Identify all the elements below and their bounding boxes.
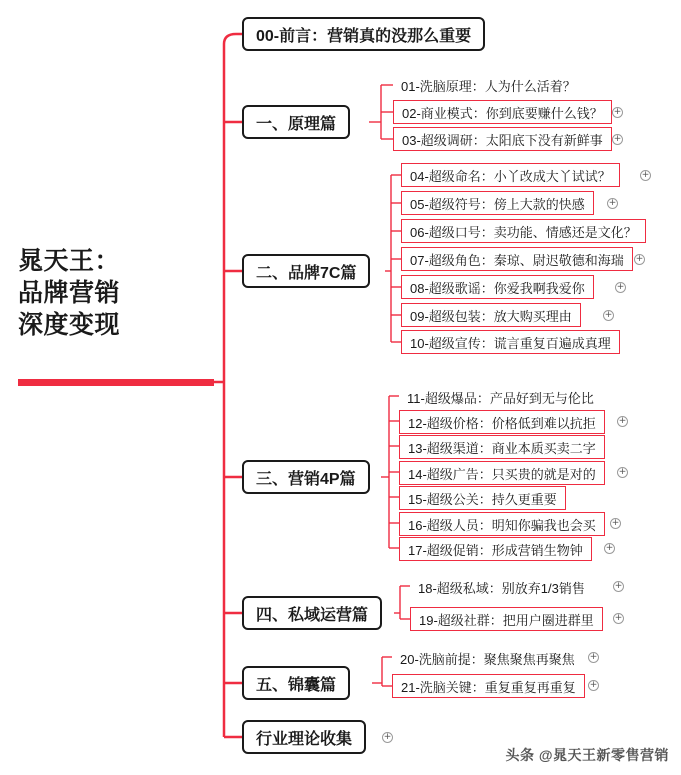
expand-icon[interactable]: + xyxy=(614,581,623,591)
branch-private-domain-label: 四、私域运营篇 xyxy=(256,606,369,624)
root-line-1: 晁天王： xyxy=(18,247,121,275)
branch-brand-7c[interactable] xyxy=(242,254,370,288)
root-line-3: 深度变现 xyxy=(18,311,121,339)
root-line-2: 品牌营销 xyxy=(18,279,121,307)
list-item[interactable] xyxy=(393,100,612,124)
list-item-label: 07-超级角色：秦琼、尉迟敬德和海瑞 xyxy=(410,252,624,268)
branch-private-domain[interactable] xyxy=(242,596,382,630)
list-item-label: 18-超级私域：别放弃1/3销售 xyxy=(418,580,585,596)
list-item[interactable] xyxy=(401,219,646,243)
node-preface[interactable] xyxy=(242,17,485,51)
list-item-label: 17-超级促销：形成营销生物钟 xyxy=(408,542,583,558)
branch-marketing-4p[interactable] xyxy=(242,460,370,494)
list-item[interactable] xyxy=(410,607,603,631)
expand-icon[interactable]: + xyxy=(618,416,627,426)
list-item[interactable] xyxy=(399,385,602,409)
list-item[interactable] xyxy=(399,512,605,536)
list-item[interactable] xyxy=(399,461,605,485)
branch-tips-label: 五、锦囊篇 xyxy=(256,676,337,694)
list-item[interactable] xyxy=(392,674,585,698)
expand-icon[interactable]: + xyxy=(613,107,622,117)
list-item[interactable] xyxy=(399,537,592,561)
expand-icon[interactable]: + xyxy=(605,543,614,553)
list-item[interactable] xyxy=(399,486,566,510)
list-item[interactable] xyxy=(401,330,620,354)
expand-icon[interactable]: + xyxy=(641,170,650,180)
list-item-label: 04-超级命名：小丫改成大丫试试？ xyxy=(410,168,611,184)
list-item[interactable] xyxy=(392,646,583,670)
expand-icon[interactable]: + xyxy=(611,518,620,528)
list-item[interactable] xyxy=(393,73,584,97)
list-item-label: 05-超级符号：傍上大款的快感 xyxy=(410,196,585,212)
expand-icon[interactable]: + xyxy=(616,282,625,292)
list-item[interactable] xyxy=(393,127,612,151)
list-item[interactable] xyxy=(401,275,594,299)
branch-tips[interactable] xyxy=(242,666,350,700)
list-item[interactable] xyxy=(399,435,605,459)
branch-industry-theory[interactable] xyxy=(242,720,366,754)
watermark: 头条 @晁天王新零售营销 xyxy=(505,747,669,763)
node-preface-label: 00-前言：营销真的没那么重要 xyxy=(256,27,472,45)
expand-icon[interactable]: + xyxy=(604,310,613,320)
list-item-label: 09-超级包装：放大购买理由 xyxy=(410,308,572,324)
root-node xyxy=(18,245,208,341)
root-underline xyxy=(18,379,214,386)
list-item[interactable] xyxy=(399,410,605,434)
list-item-label: 02-商业模式：你到底要赚什么钱？ xyxy=(402,105,603,121)
list-item-label: 10-超级宣传：谎言重复百遍成真理 xyxy=(410,335,611,351)
list-item-label: 13-超级渠道：商业本质买卖二字 xyxy=(408,440,596,456)
branch-brand-7c-label: 二、品牌7C篇 xyxy=(256,264,357,282)
list-item-label: 20-洗脑前提：聚焦聚焦再聚焦 xyxy=(400,651,575,667)
list-item-label: 08-超级歌谣：你爱我啊我爱你 xyxy=(410,280,585,296)
list-item-label: 15-超级公关：持久更重要 xyxy=(408,491,557,507)
list-item[interactable] xyxy=(410,575,593,599)
expand-icon[interactable]: + xyxy=(383,732,392,742)
expand-icon[interactable]: + xyxy=(613,134,622,144)
branch-principles[interactable] xyxy=(242,105,350,139)
list-item-label: 21-洗脑关键：重复重复再重复 xyxy=(401,679,576,695)
expand-icon[interactable]: + xyxy=(618,467,627,477)
list-item-label: 12-超级价格：价格低到难以抗拒 xyxy=(408,415,596,431)
list-item[interactable] xyxy=(401,247,633,271)
expand-icon[interactable]: + xyxy=(589,652,598,662)
list-item-label: 06-超级口号：卖功能、情感还是文化？ xyxy=(410,224,637,240)
list-item[interactable] xyxy=(401,191,594,215)
list-item-label: 11-超级爆品：产品好到无与伦比 xyxy=(407,390,594,406)
expand-icon[interactable]: + xyxy=(589,680,598,690)
list-item-label: 19-超级社群：把用户圈进群里 xyxy=(419,612,594,628)
list-item-label: 03-超级调研：太阳底下没有新鲜事 xyxy=(402,132,603,148)
list-item-label: 14-超级广告：只买贵的就是对的 xyxy=(408,466,596,482)
list-item-label: 01-洗脑原理：人为什么活着？ xyxy=(401,78,576,94)
expand-icon[interactable]: + xyxy=(608,198,617,208)
branch-principles-label: 一、原理篇 xyxy=(256,115,337,133)
list-item-label: 16-超级人员：明知你骗我也会买 xyxy=(408,517,596,533)
list-item[interactable] xyxy=(401,303,581,327)
expand-icon[interactable]: + xyxy=(614,613,623,623)
branch-marketing-4p-label: 三、营销4P篇 xyxy=(256,470,356,488)
branch-industry-theory-label: 行业理论收集 xyxy=(256,730,353,748)
expand-icon[interactable]: + xyxy=(635,254,644,264)
list-item[interactable] xyxy=(401,163,620,187)
